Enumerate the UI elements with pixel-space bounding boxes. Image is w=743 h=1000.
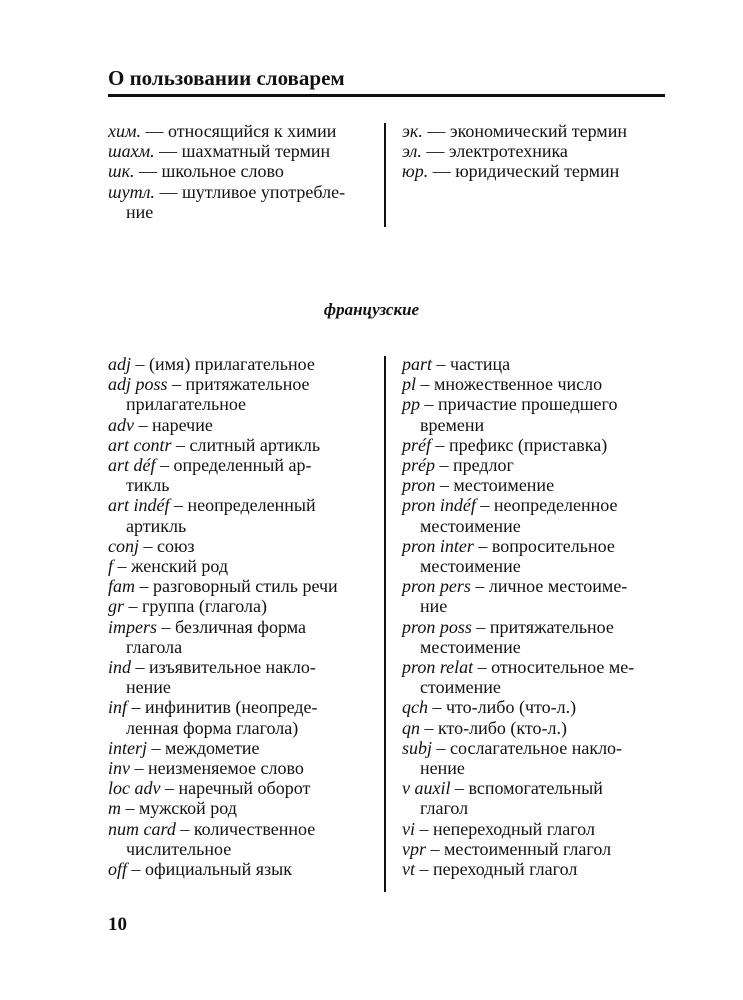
- entry-abbreviation: inv: [108, 758, 130, 779]
- glossary-entry: [402, 657, 667, 697]
- entry-abbreviation: qch: [402, 697, 428, 718]
- entry-abbreviation: prép: [402, 455, 435, 476]
- top-left-column: [108, 121, 378, 222]
- entry-definition: – союз: [139, 535, 195, 556]
- entry-abbreviation: vt: [402, 859, 415, 880]
- entry-definition: – сослагательное накло-: [432, 737, 623, 758]
- glossary-entry: [108, 697, 378, 737]
- entry-abbreviation: num card: [108, 818, 176, 839]
- entry-definition-continuation: ние: [420, 596, 448, 617]
- entry-definition: – вспомогательный: [450, 778, 603, 799]
- glossary-entry: [108, 556, 378, 576]
- entry-definition-continuation: местоимение: [420, 556, 521, 577]
- entry-definition-continuation: местоимение: [420, 636, 521, 657]
- entry-definition: – неопределенный: [169, 495, 316, 516]
- header-rule: [108, 94, 665, 97]
- top-column-divider: [384, 123, 386, 227]
- entry-abbreviation: inf: [108, 697, 128, 718]
- entry-abbreviation: pron indéf: [402, 495, 476, 516]
- glossary-entry: [108, 141, 378, 161]
- entry-definition: – префикс (приставка): [431, 434, 608, 455]
- entry-abbreviation: fam: [108, 576, 135, 597]
- entry-abbreviation: part: [402, 354, 433, 374]
- glossary-entry: [108, 859, 378, 879]
- entry-definition: – неизменяемое слово: [130, 758, 304, 779]
- entry-definition: – разговорный стиль речи: [135, 576, 338, 597]
- entry-abbreviation: эк.: [402, 121, 423, 141]
- entry-definition: – относительное ме-: [473, 657, 635, 678]
- glossary-entry: [108, 435, 378, 455]
- entry-abbreviation: m: [108, 798, 121, 819]
- entry-definition: – (имя) прилагательное: [131, 354, 315, 374]
- entry-definition: — школьное слово: [134, 161, 284, 182]
- entry-abbreviation: art indéf: [108, 495, 170, 516]
- glossary-entry: [402, 738, 667, 778]
- glossary-entry: [402, 374, 667, 394]
- entry-definition: – инфинитив (неопреде-: [127, 697, 318, 718]
- entry-abbreviation: pl: [402, 374, 417, 395]
- glossary-entry: [402, 576, 667, 616]
- entry-definition: – непереходный глагол: [415, 818, 595, 839]
- entry-definition-continuation: ленная форма глагола): [126, 717, 299, 738]
- entry-definition-continuation: нение: [420, 758, 465, 779]
- entry-definition: – неопределенное: [475, 495, 618, 516]
- entry-definition: – количественное: [175, 818, 316, 839]
- glossary-entry: [108, 596, 378, 616]
- entry-abbreviation: off: [108, 859, 128, 880]
- french-right-column: [402, 354, 667, 879]
- entry-definition: – междометие: [147, 737, 260, 758]
- entry-definition: – местоименный глагол: [426, 838, 612, 859]
- glossary-entry: [108, 657, 378, 697]
- entry-definition: – что-либо (что-л.): [428, 697, 577, 718]
- top-right-column: [402, 121, 667, 182]
- entry-abbreviation: pron: [402, 475, 436, 496]
- glossary-entry: [402, 161, 667, 181]
- entry-definition: – множественное число: [416, 374, 603, 395]
- entry-definition: — относящийся к химии: [140, 121, 337, 141]
- entry-abbreviation: шк.: [108, 161, 135, 182]
- entry-definition: – женский род: [113, 556, 228, 577]
- entry-definition-continuation: стоимение: [420, 677, 501, 698]
- entry-abbreviation: adj: [108, 354, 132, 374]
- entry-definition-continuation: прилагательное: [126, 394, 247, 415]
- entry-abbreviation: préf: [402, 434, 431, 455]
- entry-definition: – официальный язык: [127, 859, 293, 880]
- glossary-entry: [402, 354, 667, 374]
- glossary-entry: [108, 536, 378, 556]
- glossary-entry: [108, 819, 378, 859]
- glossary-entry: [402, 121, 667, 141]
- entry-abbreviation: pron inter: [402, 535, 474, 556]
- entry-abbreviation: adv: [108, 414, 134, 435]
- glossary-entry: [402, 435, 667, 455]
- glossary-entry: [402, 778, 667, 818]
- glossary-entry: [402, 697, 667, 717]
- entry-abbreviation: qn: [402, 717, 420, 738]
- entry-definition: – безличная форма: [157, 616, 306, 637]
- section-heading-french: французские: [323, 300, 420, 319]
- entry-definition-continuation: времени: [420, 414, 485, 435]
- glossary-entry: [108, 182, 378, 222]
- entry-definition-continuation: глагол: [420, 798, 469, 819]
- glossary-entry: [402, 718, 667, 738]
- entry-definition-continuation: местоимение: [420, 515, 521, 536]
- glossary-entry: [402, 141, 667, 161]
- entry-definition: — электротехника: [421, 141, 568, 162]
- entry-abbreviation: gr: [108, 596, 125, 617]
- entry-abbreviation: f: [108, 556, 114, 577]
- french-left-column: [108, 354, 378, 879]
- entry-definition: — юридический термин: [428, 161, 620, 182]
- entry-definition-continuation: глагола: [126, 636, 183, 657]
- entry-abbreviation: pron poss: [402, 616, 472, 637]
- entry-definition: – местоимение: [435, 475, 555, 496]
- glossary-entry: [402, 617, 667, 657]
- entry-definition-continuation: нение: [126, 677, 171, 698]
- entry-definition: – притяжательное: [167, 374, 310, 395]
- glossary-entry: [402, 819, 667, 839]
- glossary-entry: [108, 415, 378, 435]
- entry-abbreviation: interj: [108, 737, 147, 758]
- entry-definition-continuation: артикль: [126, 515, 187, 536]
- glossary-entry: [402, 394, 667, 434]
- entry-abbreviation: юр.: [402, 161, 429, 182]
- entry-abbreviation: art déf: [108, 455, 156, 476]
- entry-definition: – личное местоиме-: [470, 576, 628, 597]
- entry-definition: – вопросительное: [473, 535, 615, 556]
- entry-definition: – группа (глагола): [124, 596, 268, 617]
- entry-abbreviation: vi: [402, 818, 415, 839]
- glossary-entry: [108, 455, 378, 495]
- entry-definition: — шахматный термин: [154, 141, 331, 162]
- entry-abbreviation: хим.: [108, 121, 141, 141]
- entry-abbreviation: pron pers: [402, 576, 471, 597]
- glossary-entry: [402, 536, 667, 576]
- glossary-entry: [108, 758, 378, 778]
- entry-definition: – мужской род: [121, 798, 237, 819]
- entry-definition: – определенный ар-: [155, 455, 312, 476]
- entry-abbreviation: ind: [108, 657, 132, 678]
- entry-abbreviation: pron relat: [402, 657, 474, 678]
- glossary-entry: [108, 374, 378, 414]
- entry-abbreviation: conj: [108, 535, 139, 556]
- entry-definition: – кто-либо (кто-л.): [420, 717, 568, 738]
- entry-abbreviation: шутл.: [108, 181, 155, 202]
- glossary-entry: [402, 495, 667, 535]
- entry-definition: — шутливое употребле-: [154, 181, 346, 202]
- entry-definition: – предлог: [435, 455, 514, 476]
- entry-abbreviation: art contr: [108, 434, 172, 455]
- glossary-entry: [108, 495, 378, 535]
- entry-definition: — экономический термин: [422, 121, 627, 141]
- glossary-entry: [108, 798, 378, 818]
- glossary-entry: [108, 576, 378, 596]
- entry-abbreviation: эл.: [402, 141, 422, 162]
- entry-abbreviation: vpr: [402, 838, 426, 859]
- entry-definition: – частица: [432, 354, 511, 374]
- french-column-divider: [384, 356, 386, 892]
- entry-definition-continuation: ние: [126, 201, 154, 222]
- entry-abbreviation: pp: [402, 394, 420, 415]
- glossary-entry: [402, 859, 667, 879]
- entry-abbreviation: subj: [402, 737, 433, 758]
- glossary-entry: [402, 475, 667, 495]
- page-header-title: О пользовании словарем: [108, 66, 345, 90]
- glossary-entry: [402, 455, 667, 475]
- glossary-entry: [108, 778, 378, 798]
- entry-definition-continuation: числительное: [126, 838, 232, 859]
- entry-abbreviation: loc adv: [108, 778, 161, 799]
- entry-definition: – притяжательное: [471, 616, 614, 637]
- entry-definition: – причастие прошедшего: [420, 394, 618, 415]
- glossary-entry: [108, 738, 378, 758]
- entry-definition-continuation: тикль: [126, 475, 170, 496]
- entry-definition: – переходный глагол: [415, 859, 578, 880]
- entry-definition: – наречие: [134, 414, 213, 435]
- page-number: 10: [108, 914, 127, 935]
- entry-abbreviation: impers: [108, 616, 157, 637]
- entry-definition: – наречный оборот: [160, 778, 311, 799]
- glossary-entry: [108, 161, 378, 181]
- glossary-entry: [108, 354, 378, 374]
- entry-abbreviation: v auxil: [402, 778, 451, 799]
- glossary-entry: [108, 617, 378, 657]
- entry-abbreviation: шахм.: [108, 141, 155, 162]
- entry-definition: – слитный артикль: [171, 434, 321, 455]
- entry-abbreviation: adj poss: [108, 374, 168, 395]
- glossary-entry: [108, 121, 378, 141]
- entry-definition: – изъявительное накло-: [131, 657, 316, 678]
- glossary-entry: [402, 839, 667, 859]
